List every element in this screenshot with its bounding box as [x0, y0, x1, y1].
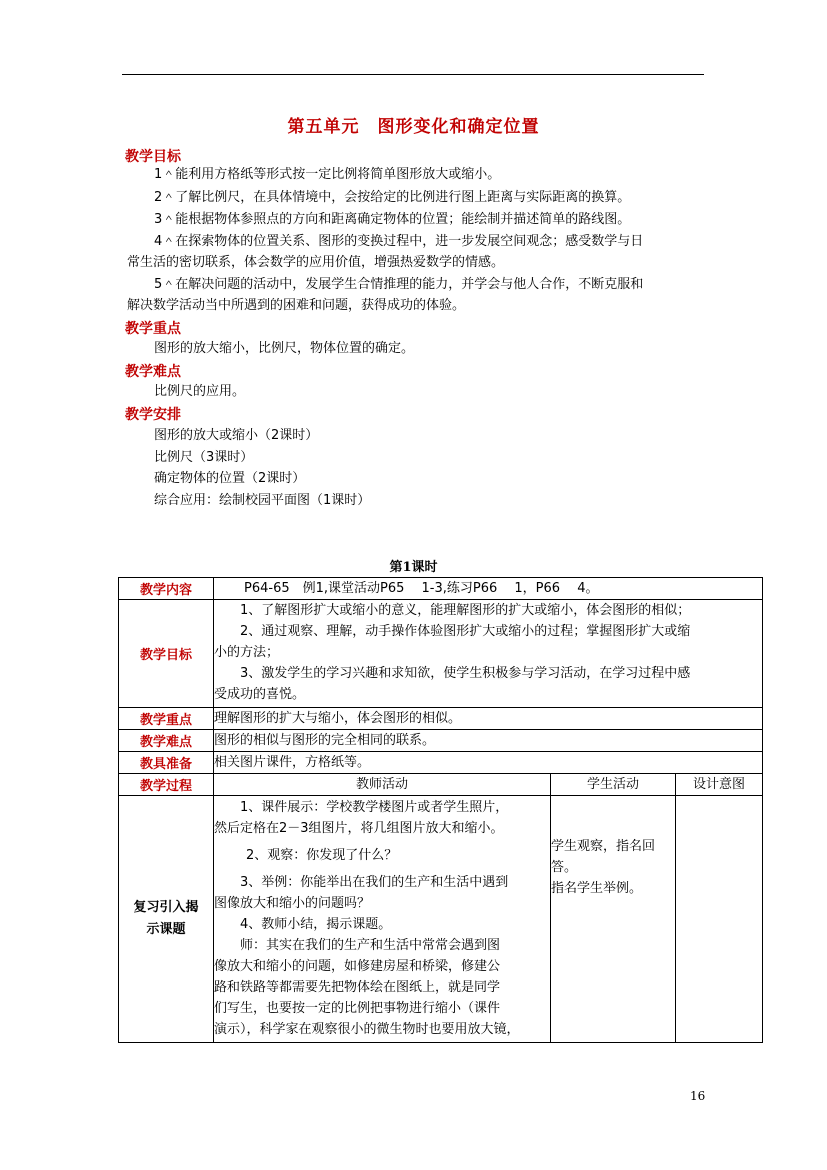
teacher-line: 4、教师小结，揭示课题。 — [240, 917, 392, 932]
difficulty-text: 比例尺的应用。 — [154, 384, 246, 399]
arrangement-heading: 教学安排 — [125, 407, 181, 423]
arrangement-item: 比例尺（3课时） — [154, 450, 254, 465]
lesson-difficulty-label: 教学难点 — [119, 730, 214, 752]
table-row — [119, 578, 763, 600]
process-label: 教学过程 — [119, 774, 214, 796]
key-text: 图形的放大缩小，比例尺，物体位置的确定。 — [154, 341, 415, 356]
design-intent-cell — [676, 796, 763, 1043]
goal-4: 4＾在探索物体的位置关系、图形的变换过程中，进一步发展空间观念；感受数学与日 — [154, 234, 644, 249]
lesson-goals-label: 教学目标 — [119, 600, 214, 708]
teacher-line: 演示），科学家在观察很小的微生物时也要用放大镜， — [214, 1022, 520, 1037]
teacher-line: 3、举例：你能举出在我们的生产和生活中遇到 — [240, 875, 509, 890]
arrangement-item: 图形的放大或缩小（2课时） — [154, 428, 319, 443]
goal-5: 5＾在解决问题的活动中，发展学生合情推理的能力，并学会与他人合作，不断克服和 — [154, 277, 644, 292]
key-heading: 教学重点 — [125, 321, 181, 337]
col-teacher-header: 教师活动 — [214, 774, 551, 796]
goal-5-cont: 解决数学活动当中所遇到的困难和问题，获得成功的体验。 — [127, 298, 466, 313]
goal-2: 2＾了解比例尺，在具体情境中，会按给定的比例进行图上距离与实际距离的换算。 — [154, 190, 631, 205]
lesson-title: 第1课时 — [389, 560, 438, 575]
content-text: P64-65 例1,课堂活动P65 1-3,练习P66 1，P66 4。 — [214, 578, 763, 600]
table-row — [119, 796, 763, 1043]
difficulty-heading: 教学难点 — [125, 364, 181, 380]
teacher-line: 师：其实在我们的生产和生活中常常会遇到图 — [240, 938, 501, 953]
teacher-activity-cell — [214, 796, 551, 1043]
student-line: 学生观察，指名回 — [551, 839, 656, 854]
goal-4-cont: 常生活的密切联系，体会数学的应用价值，增强热爱数学的情感。 — [127, 255, 505, 270]
student-activity-cell — [551, 796, 676, 1043]
student-line: 答。 — [551, 860, 578, 875]
col-student-header: 学生活动 — [551, 774, 676, 796]
teacher-line: 像放大和缩小的问题，如修建房屋和桥梁，修建公 — [214, 959, 501, 974]
goals-heading: 教学目标 — [125, 149, 181, 165]
lesson-plan-table — [118, 577, 763, 1043]
teacher-line: 然后定格在2－3组图片，将几组图片放大和缩小。 — [214, 821, 504, 836]
unit-title: 第五单元 图形变化和确定位置 — [287, 117, 540, 137]
teacher-line: 图像放大和缩小的问题吗？ — [214, 896, 371, 911]
lesson-difficulty-text: 图形的相似与图形的完全相同的联系。 — [214, 730, 763, 752]
lesson-goal-line: 2、通过观察、理解，动手操作体验图形扩大或缩小的过程；掌握图形扩大或缩 — [240, 624, 691, 639]
table-row — [119, 730, 763, 752]
lesson-goal-line: 1、了解图形扩大或缩小的意义，能理解图形的扩大或缩小，体会图形的相似； — [240, 603, 691, 618]
header-rule — [122, 74, 704, 75]
teacher-line: 们写生，也要按一定的比例把事物进行缩小（课件 — [214, 1001, 501, 1016]
lesson-key-text: 理解图形的扩大与缩小，体会图形的相似。 — [214, 708, 763, 730]
phase-label-line: 复习引入揭 — [133, 900, 199, 915]
lesson-goal-line: 3、激发学生的学习兴趣和求知欲，使学生积极参与学习活动，在学习过程中感 — [240, 666, 691, 681]
teacher-line: 1、课件展示：学校教学楼图片或者学生照片， — [240, 800, 509, 815]
arrangement-item: 确定物体的位置（2课时） — [154, 471, 306, 486]
prep-text: 相关图片课件，方格纸等。 — [214, 752, 763, 774]
teacher-line: 路和铁路等都需要先把物体绘在图纸上，就是同学 — [214, 980, 501, 995]
table-row — [119, 600, 763, 708]
goal-1: 1＾能利用方格纸等形式按一定比例将简单图形放大或缩小。 — [154, 167, 501, 182]
content-label: 教学内容 — [119, 578, 214, 600]
prep-label: 教具准备 — [119, 752, 214, 774]
student-line: 指名学生举例。 — [551, 881, 643, 896]
lesson-key-label: 教学重点 — [119, 708, 214, 730]
col-design-header: 设计意图 — [676, 774, 763, 796]
goal-3: 3＾能根据物体参照点的方向和距离确定物体的位置；能绘制并描述简单的路线图。 — [154, 212, 631, 227]
table-row — [119, 774, 763, 796]
table-row — [119, 708, 763, 730]
table-row — [119, 752, 763, 774]
phase-label-line: 示课题 — [146, 922, 186, 937]
phase-label — [119, 796, 214, 1043]
teacher-line: 2、观察：你发现了什么？ — [246, 848, 398, 863]
page-number: 16 — [690, 1089, 706, 1103]
arrangement-item: 综合应用：绘制校园平面图（1课时） — [154, 493, 371, 508]
lesson-goal-line: 小的方法； — [214, 645, 280, 660]
lesson-goal-line: 受成功的喜悦。 — [214, 687, 306, 702]
lesson-goals-cell — [214, 600, 763, 708]
